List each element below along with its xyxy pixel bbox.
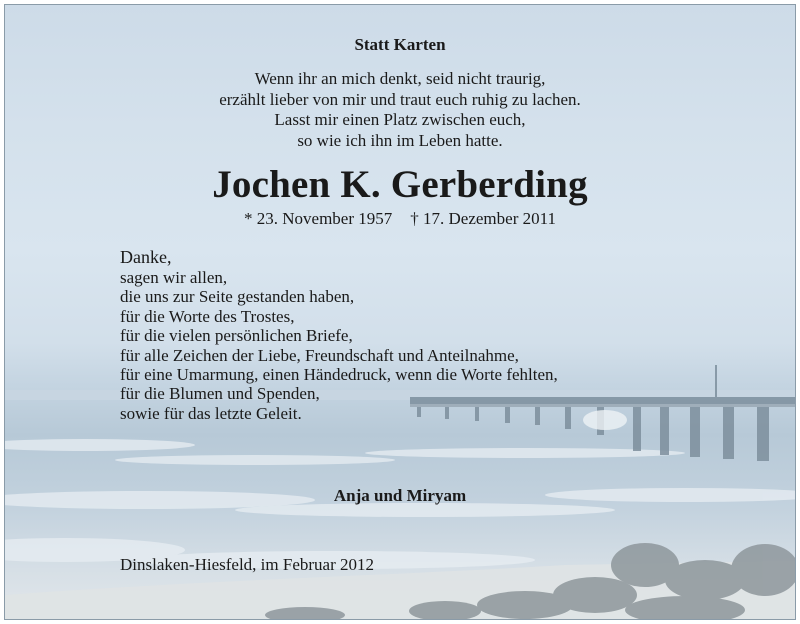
thanks-line: Danke, [120, 247, 172, 267]
notice-heading: Statt Karten [354, 35, 446, 54]
thanks-line: sagen wir allen, [120, 268, 228, 287]
death-date: † 17. Dezember 2011 [410, 209, 556, 228]
thanks-text [120, 246, 558, 423]
poem-line: Wenn ihr an mich denkt, seid nicht traurig, [254, 69, 546, 88]
place-and-date: Dinslaken-Hiesfeld, im Februar 2012 [120, 555, 374, 574]
deceased-name: Jochen K. Gerberding [212, 163, 588, 206]
thanks-line: für eine Umarmung, einen Händedruck, wenn die Worte fehlten, [120, 365, 558, 385]
poem-line: so wie ich ihn im Leben hatte. [297, 130, 503, 150]
thanks-line: sowie für das letzte Geleit. [120, 403, 302, 423]
birth-date: * 23. November 1957 [244, 209, 393, 228]
thanks-line: für die Worte des Trostes, [120, 306, 295, 326]
poem-line: erzählt lieber von mir und traut euch ruhig zu lachen. [219, 89, 581, 109]
obituary-notice [4, 4, 796, 620]
thanks-line: für die vielen persönlichen Briefe, [120, 326, 353, 346]
thanks-line: die uns zur Seite gestanden haben, [120, 287, 355, 307]
notice-text [5, 5, 795, 619]
signers: Anja und Miryam [333, 486, 467, 505]
thanks-line: für alle Zeichen der Liebe, Freundschaft und Anteilnahme, [120, 345, 519, 365]
thanks-line: für die Blumen und Spenden, [120, 384, 320, 404]
memorial-poem [5, 69, 795, 151]
life-dates [5, 209, 795, 229]
poem-line: Lasst mir einen Platz zwischen euch, [274, 110, 526, 129]
